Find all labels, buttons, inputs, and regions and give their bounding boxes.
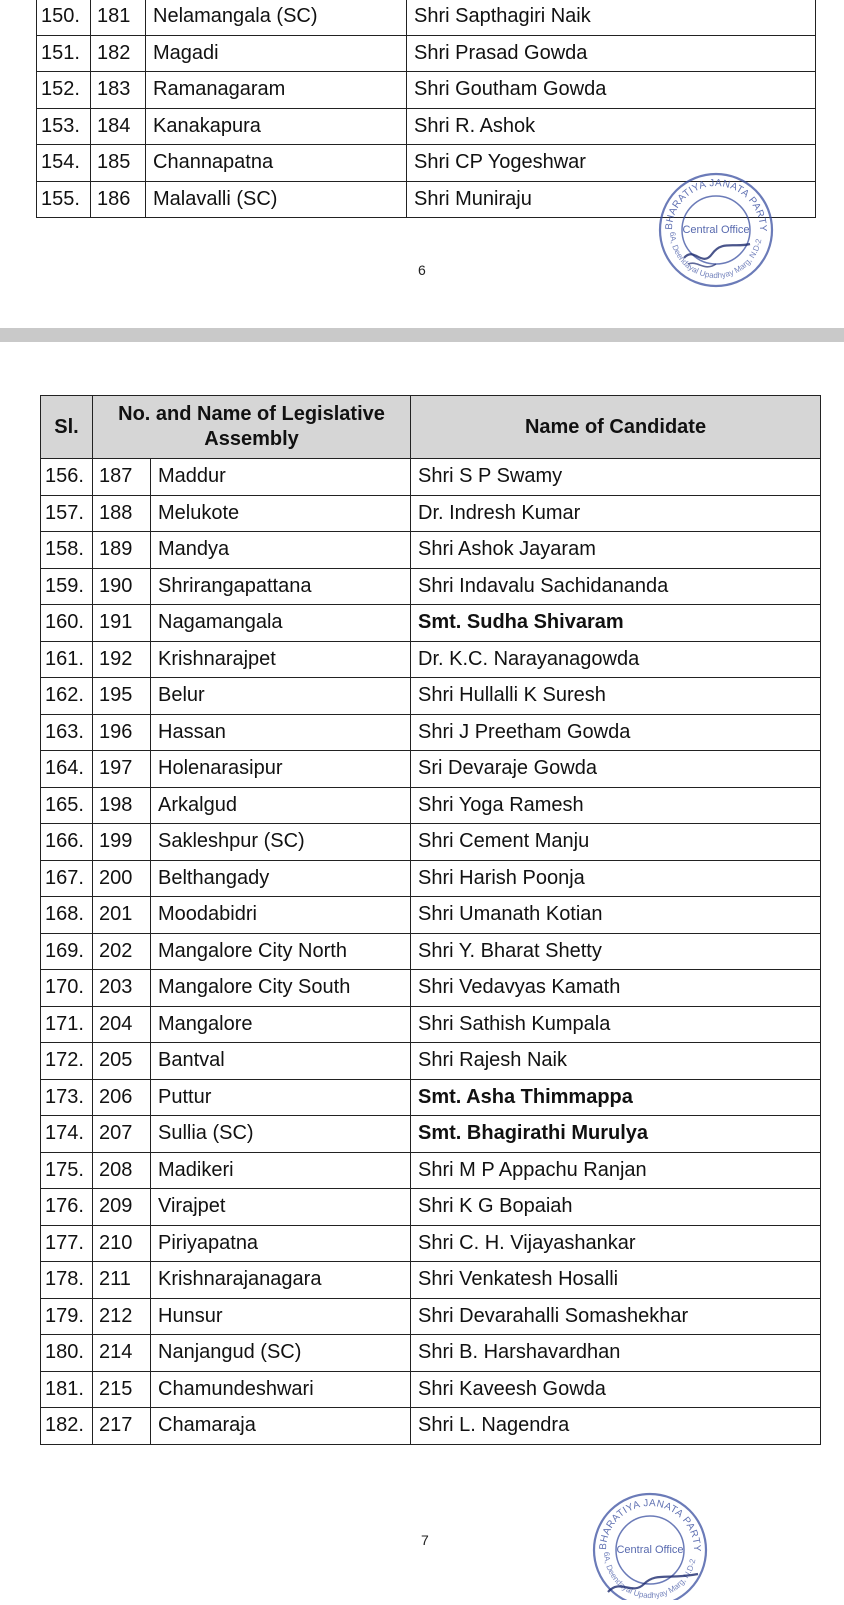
constituency-number-cell: 205 (93, 1043, 151, 1080)
sl-cell: 167. (41, 860, 93, 897)
candidate-name-cell: Shri Harish Poonja (411, 860, 821, 897)
sl-cell: 179. (41, 1298, 93, 1335)
sl-cell: 172. (41, 1043, 93, 1080)
candidate-name-cell: Dr. K.C. Narayanagowda (411, 641, 821, 678)
table-row (41, 933, 821, 970)
table-row (41, 1116, 821, 1153)
candidate-name-cell: Shri K G Bopaiah (411, 1189, 821, 1226)
sl-cell: 152. (37, 72, 91, 109)
sl-cell: 163. (41, 714, 93, 751)
sl-cell: 164. (41, 751, 93, 788)
constituency-number-cell: 212 (93, 1298, 151, 1335)
candidate-name-cell: Smt. Bhagirathi Murulya (411, 1116, 821, 1153)
candidate-name-cell: Shri J Preetham Gowda (411, 714, 821, 751)
party-seal-icon (654, 168, 778, 297)
assembly-name-cell: Nanjangud (SC) (151, 1335, 411, 1372)
candidate-name-cell: Shri Kaveesh Gowda (411, 1371, 821, 1408)
header-assembly: No. and Name of Legislative Assembly (93, 396, 411, 459)
assembly-name-cell: Bantval (151, 1043, 411, 1080)
constituency-number-cell: 215 (93, 1371, 151, 1408)
assembly-name-cell: Melukote (151, 495, 411, 532)
table-row (41, 641, 821, 678)
assembly-name-cell: Nagamangala (151, 605, 411, 642)
candidate-name-cell: Shri Sathish Kumpala (411, 1006, 821, 1043)
assembly-name-cell: Madikeri (151, 1152, 411, 1189)
table-row (37, 35, 816, 72)
table-row (41, 970, 821, 1007)
constituency-number-cell: 217 (93, 1408, 151, 1445)
candidate-name-cell: Shri Muniraju (407, 181, 816, 218)
constituency-number-cell: 201 (93, 897, 151, 934)
table-row (41, 678, 821, 715)
assembly-name-cell: Mangalore City South (151, 970, 411, 1007)
table-row (41, 568, 821, 605)
sl-cell: 166. (41, 824, 93, 861)
seal-outer-text: BHARATIYA JANATA PARTY (597, 1497, 703, 1553)
sl-cell: 171. (41, 1006, 93, 1043)
assembly-name-cell: Kanakapura (146, 108, 407, 145)
assembly-name-cell: Hunsur (151, 1298, 411, 1335)
table-row (41, 1335, 821, 1372)
candidate-name-cell: Shri Vedavyas Kamath (411, 970, 821, 1007)
table-row (37, 108, 816, 145)
assembly-name-cell: Shrirangapattana (151, 568, 411, 605)
sl-cell: 162. (41, 678, 93, 715)
sl-cell: 182. (41, 1408, 93, 1445)
constituency-number-cell: 207 (93, 1116, 151, 1153)
constituency-number-cell: 206 (93, 1079, 151, 1116)
table-row (41, 1079, 821, 1116)
sl-cell: 157. (41, 495, 93, 532)
page-number: 7 (421, 1532, 429, 1548)
sl-cell: 175. (41, 1152, 93, 1189)
candidate-name-cell: Shri S P Swamy (411, 459, 821, 496)
table-row (41, 1408, 821, 1445)
table-row (41, 1189, 821, 1226)
table-row (41, 1262, 821, 1299)
seal-lower-text: 6A, Deendayal Upadhyay Marg, N.D-2 (667, 231, 764, 281)
constituency-number-cell: 192 (93, 641, 151, 678)
assembly-name-cell: Puttur (151, 1079, 411, 1116)
assembly-name-cell: Magadi (146, 35, 407, 72)
sl-cell: 173. (41, 1079, 93, 1116)
page-separator (0, 328, 844, 342)
assembly-name-cell: Krishnarajanagara (151, 1262, 411, 1299)
table-row (41, 605, 821, 642)
sl-cell: 159. (41, 568, 93, 605)
sl-cell: 153. (37, 108, 91, 145)
constituency-number-cell: 184 (91, 108, 146, 145)
constituency-number-cell: 202 (93, 933, 151, 970)
candidate-name-cell: Shri Venkatesh Hosalli (411, 1262, 821, 1299)
candidate-name-cell: Dr. Indresh Kumar (411, 495, 821, 532)
table-row (41, 459, 821, 496)
table-row (37, 72, 816, 109)
assembly-name-cell: Channapatna (146, 145, 407, 182)
candidate-name-cell: Shri Y. Bharat Shetty (411, 933, 821, 970)
constituency-number-cell: 211 (93, 1262, 151, 1299)
table-row (41, 1298, 821, 1335)
table-row (41, 1152, 821, 1189)
table-row (41, 787, 821, 824)
assembly-name-cell: Moodabidri (151, 897, 411, 934)
assembly-name-cell: Sakleshpur (SC) (151, 824, 411, 861)
assembly-name-cell: Chamaraja (151, 1408, 411, 1445)
seal-inner-text: Central Office (682, 224, 750, 236)
assembly-name-cell: Krishnarajpet (151, 641, 411, 678)
candidate-name-cell: Shri Umanath Kotian (411, 897, 821, 934)
sl-cell: 161. (41, 641, 93, 678)
sl-cell: 168. (41, 897, 93, 934)
candidate-name-cell: Shri Rajesh Naik (411, 1043, 821, 1080)
candidate-name-cell: Smt. Sudha Shivaram (411, 605, 821, 642)
candidate-name-cell: Shri C. H. Vijayashankar (411, 1225, 821, 1262)
header-sl: Sl. (41, 396, 93, 459)
party-seal-icon (588, 1488, 712, 1605)
constituency-number-cell: 195 (93, 678, 151, 715)
seal-inner-text: Central Office (616, 1544, 684, 1556)
sl-cell: 150. (37, 0, 91, 35)
candidate-name-cell: Shri Hullalli K Suresh (411, 678, 821, 715)
table-row (41, 495, 821, 532)
assembly-name-cell: Nelamangala (SC) (146, 0, 407, 35)
candidate-name-cell: Shri Ashok Jayaram (411, 532, 821, 569)
sl-cell: 176. (41, 1189, 93, 1226)
constituency-number-cell: 181 (91, 0, 146, 35)
table-row (41, 897, 821, 934)
seal-lower-text: 6A, Deendayal Upadhyay Marg, N.D-2 (601, 1551, 698, 1600)
header-candidate: Name of Candidate (411, 396, 821, 459)
constituency-number-cell: 186 (91, 181, 146, 218)
assembly-name-cell: Holenarasipur (151, 751, 411, 788)
candidate-name-cell: Shri Devarahalli Somashekhar (411, 1298, 821, 1335)
sl-cell: 155. (37, 181, 91, 218)
table-row (37, 0, 816, 35)
sl-cell: 180. (41, 1335, 93, 1372)
constituency-number-cell: 203 (93, 970, 151, 1007)
assembly-name-cell: Piriyapatna (151, 1225, 411, 1262)
assembly-name-cell: Ramanagaram (146, 72, 407, 109)
table-row (41, 824, 821, 861)
constituency-number-cell: 209 (93, 1189, 151, 1226)
sl-cell: 178. (41, 1262, 93, 1299)
constituency-number-cell: 191 (93, 605, 151, 642)
constituency-number-cell: 196 (93, 714, 151, 751)
constituency-number-cell: 183 (91, 72, 146, 109)
table-row (41, 1006, 821, 1043)
sl-cell: 170. (41, 970, 93, 1007)
candidate-name-cell: Shri L. Nagendra (411, 1408, 821, 1445)
assembly-name-cell: Sullia (SC) (151, 1116, 411, 1153)
constituency-number-cell: 190 (93, 568, 151, 605)
sl-cell: 158. (41, 532, 93, 569)
candidate-name-cell: Shri R. Ashok (407, 108, 816, 145)
constituency-number-cell: 208 (93, 1152, 151, 1189)
table-row (41, 860, 821, 897)
assembly-name-cell: Mangalore (151, 1006, 411, 1043)
constituency-number-cell: 188 (93, 495, 151, 532)
candidate-name-cell: Shri Cement Manju (411, 824, 821, 861)
table-row (41, 1225, 821, 1262)
candidate-name-cell: Shri Indavalu Sachidananda (411, 568, 821, 605)
candidate-name-cell: Shri Prasad Gowda (407, 35, 816, 72)
assembly-name-cell: Belthangady (151, 860, 411, 897)
candidate-name-cell: Shri Goutham Gowda (407, 72, 816, 109)
page-6 (0, 0, 844, 328)
table-row (41, 1371, 821, 1408)
assembly-name-cell: Arkalgud (151, 787, 411, 824)
candidate-name-cell: Shri CP Yogeshwar (407, 145, 816, 182)
constituency-number-cell: 182 (91, 35, 146, 72)
assembly-name-cell: Maddur (151, 459, 411, 496)
assembly-name-cell: Malavalli (SC) (146, 181, 407, 218)
sl-cell: 174. (41, 1116, 93, 1153)
table-row (41, 751, 821, 788)
table-header-row (41, 396, 821, 459)
candidate-name-cell: Smt. Asha Thimmappa (411, 1079, 821, 1116)
assembly-name-cell: Chamundeshwari (151, 1371, 411, 1408)
assembly-name-cell: Virajpet (151, 1189, 411, 1226)
table-row (41, 1043, 821, 1080)
sl-cell: 177. (41, 1225, 93, 1262)
seal-outer-text: BHARATIYA JANATA PARTY (663, 177, 769, 233)
assembly-name-cell: Mangalore City North (151, 933, 411, 970)
page-number: 6 (418, 262, 426, 278)
constituency-number-cell: 197 (93, 751, 151, 788)
candidate-name-cell: Sri Devaraje Gowda (411, 751, 821, 788)
sl-cell: 154. (37, 145, 91, 182)
assembly-name-cell: Hassan (151, 714, 411, 751)
candidate-name-cell: Shri Yoga Ramesh (411, 787, 821, 824)
sl-cell: 169. (41, 933, 93, 970)
constituency-number-cell: 189 (93, 532, 151, 569)
constituency-number-cell: 187 (93, 459, 151, 496)
sl-cell: 156. (41, 459, 93, 496)
candidate-table-page-7 (40, 395, 821, 1445)
sl-cell: 181. (41, 1371, 93, 1408)
sl-cell: 160. (41, 605, 93, 642)
constituency-number-cell: 200 (93, 860, 151, 897)
table-row (41, 532, 821, 569)
sl-cell: 165. (41, 787, 93, 824)
constituency-number-cell: 185 (91, 145, 146, 182)
assembly-name-cell: Mandya (151, 532, 411, 569)
constituency-number-cell: 210 (93, 1225, 151, 1262)
constituency-number-cell: 204 (93, 1006, 151, 1043)
table-row (41, 714, 821, 751)
constituency-number-cell: 198 (93, 787, 151, 824)
constituency-number-cell: 199 (93, 824, 151, 861)
candidate-name-cell: Shri Sapthagiri Naik (407, 0, 816, 35)
assembly-name-cell: Belur (151, 678, 411, 715)
candidate-name-cell: Shri M P Appachu Ranjan (411, 1152, 821, 1189)
sl-cell: 151. (37, 35, 91, 72)
constituency-number-cell: 214 (93, 1335, 151, 1372)
candidate-name-cell: Shri B. Harshavardhan (411, 1335, 821, 1372)
